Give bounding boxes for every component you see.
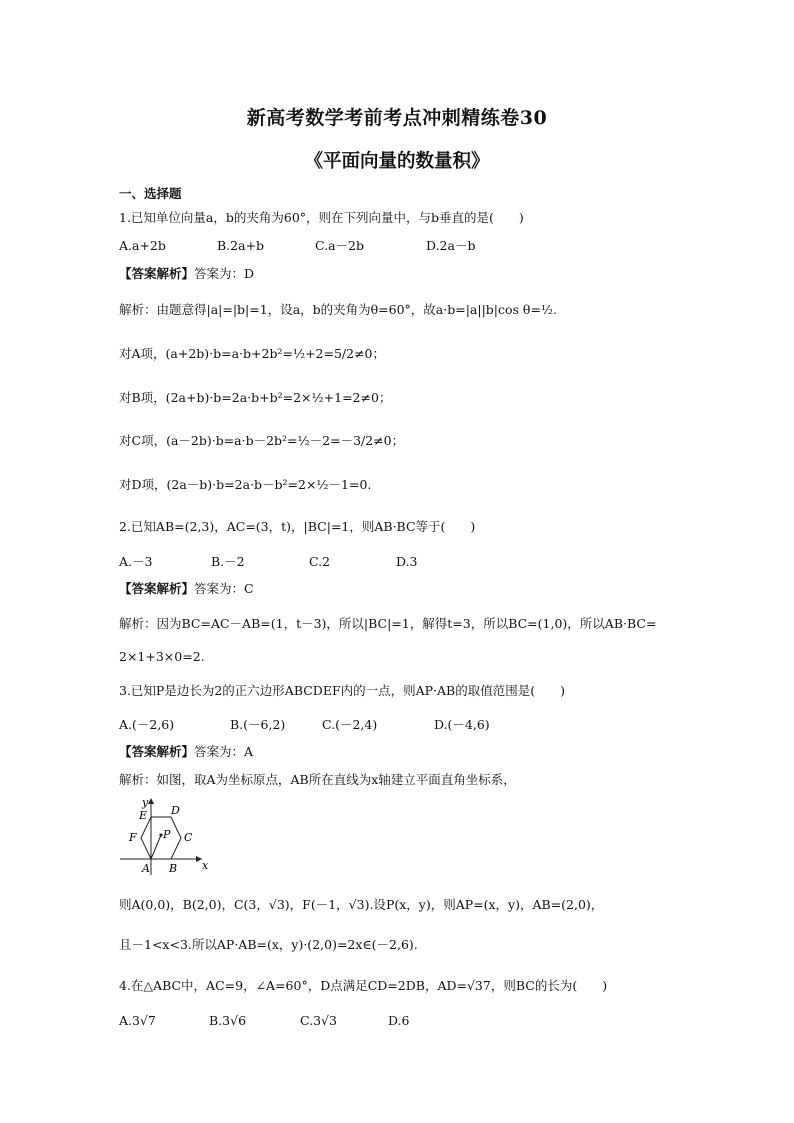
q3-option-b: B.(－6,2) — [230, 717, 286, 732]
q4-option-b: B.3√6 — [209, 1013, 247, 1028]
q1-option-d: D.2a－b — [426, 238, 476, 253]
q1-item-c: 对C项，(a－2b)·b=a·b－2b²=½－2=－3/2≠0； — [119, 433, 405, 448]
answer-text: 答案为：C — [194, 581, 254, 596]
answer-text: 答案为：D — [194, 266, 255, 281]
q1-answer-line — [119, 265, 254, 283]
label-p: P — [163, 828, 171, 841]
y-axis-arrow — [148, 798, 154, 804]
q2-option-b: B.－2 — [211, 554, 245, 569]
q1-item-d: 对D项，(2a－b)·b=2a·b－b²=2×½－1=0. — [119, 477, 372, 492]
label-a: A — [142, 862, 150, 875]
answer-label: 【答案解析】 — [119, 744, 195, 759]
section-heading: 一、选择题 — [119, 186, 182, 201]
answer-label: 【答案解析】 — [119, 266, 195, 281]
label-d: D — [171, 804, 180, 817]
q4-option-c: C.3√3 — [300, 1013, 337, 1028]
q2-option-a: A.－3 — [119, 554, 153, 569]
q2-option-c: C.2 — [309, 554, 331, 569]
q4-option-d: D.6 — [388, 1013, 410, 1028]
q3-option-c: C.(－2,4) — [322, 717, 378, 732]
q1-item-a: 对A项，(a+2b)·b=a·b+2b²=½+2=5/2≠0； — [119, 346, 386, 361]
label-b: B — [169, 862, 178, 875]
q3-analysis-2: 则A(0,0)，B(2,0)，C(3，√3)，F(－1，√3).设P(x，y)，则AP=(x，y)，AB=(2,0)， — [119, 897, 604, 912]
label-e: E — [139, 809, 148, 822]
question-1-stem: 1.已知单位向量a，b的夹角为60°，则在下列向量中，与b垂直的是( ) — [119, 210, 524, 225]
y-axis-label: y — [142, 796, 149, 809]
hexagon-shape — [141, 817, 181, 859]
hexagon-figure — [116, 795, 212, 877]
q2-analysis-1: 解析：因为BC=AC－AB=(1，t－3)，所以|BC|=1，解得t=3，所以BC=(1,0)，所以AB·BC= — [119, 616, 657, 631]
q3-analysis-3: 且－1<x<3.所以AP·AB=(x，y)·(2,0)=2x∈(－2,6). — [119, 937, 418, 952]
q1-option-c: C.a－2b — [315, 238, 364, 253]
label-c: C — [184, 831, 193, 844]
question-2-stem: 2.已知AB=(2,3)，AC=(3，t)，|BC|=1，则AB·BC等于( ) — [119, 519, 476, 534]
q1-item-b: 对B项，(2a+b)·b=2a·b+b²=2×½+1=2≠0； — [119, 390, 392, 405]
q1-option-a: A.a+2b — [119, 238, 166, 253]
q1-option-b: B.2a+b — [217, 238, 265, 253]
answer-label: 【答案解析】 — [119, 581, 195, 596]
q3-option-a: A.(－2,6) — [119, 717, 175, 732]
q4-option-a: A.3√7 — [119, 1013, 156, 1028]
question-3-stem: 3.已知P是边长为2的正六边形ABCDEF内的一点，则AP·AB的取值范围是( ) — [119, 683, 565, 698]
answer-text: 答案为：A — [194, 744, 254, 759]
label-f: F — [129, 831, 137, 844]
q1-analysis: 解析：由题意得|a|=|b|=1，设a，b的夹角为θ=60°，故a·b=|a||b|cos θ=½. — [119, 302, 558, 317]
q2-analysis-2: 2×1+3×0=2. — [119, 649, 205, 664]
q3-option-d: D.(－4,6) — [434, 717, 490, 732]
q2-answer-line — [119, 580, 254, 598]
q3-answer-line — [119, 743, 253, 761]
page-subtitle: 《平面向量的数量积》 — [304, 151, 490, 172]
q3-analysis-1: 解析：如图，取A为坐标原点，AB所在直线为x轴建立平面直角坐标系， — [119, 772, 516, 787]
q2-option-d: D.3 — [396, 554, 418, 569]
vector-ap — [151, 835, 161, 859]
x-axis-label: x — [202, 859, 209, 872]
question-4-stem: 4.在△ABC中，AC=9，∠A=60°，D点满足CD=2DB，AD=√37，则BC的长为( ) — [119, 978, 608, 993]
page-title: 新高考数学考前考点冲刺精练卷30 — [246, 107, 548, 129]
